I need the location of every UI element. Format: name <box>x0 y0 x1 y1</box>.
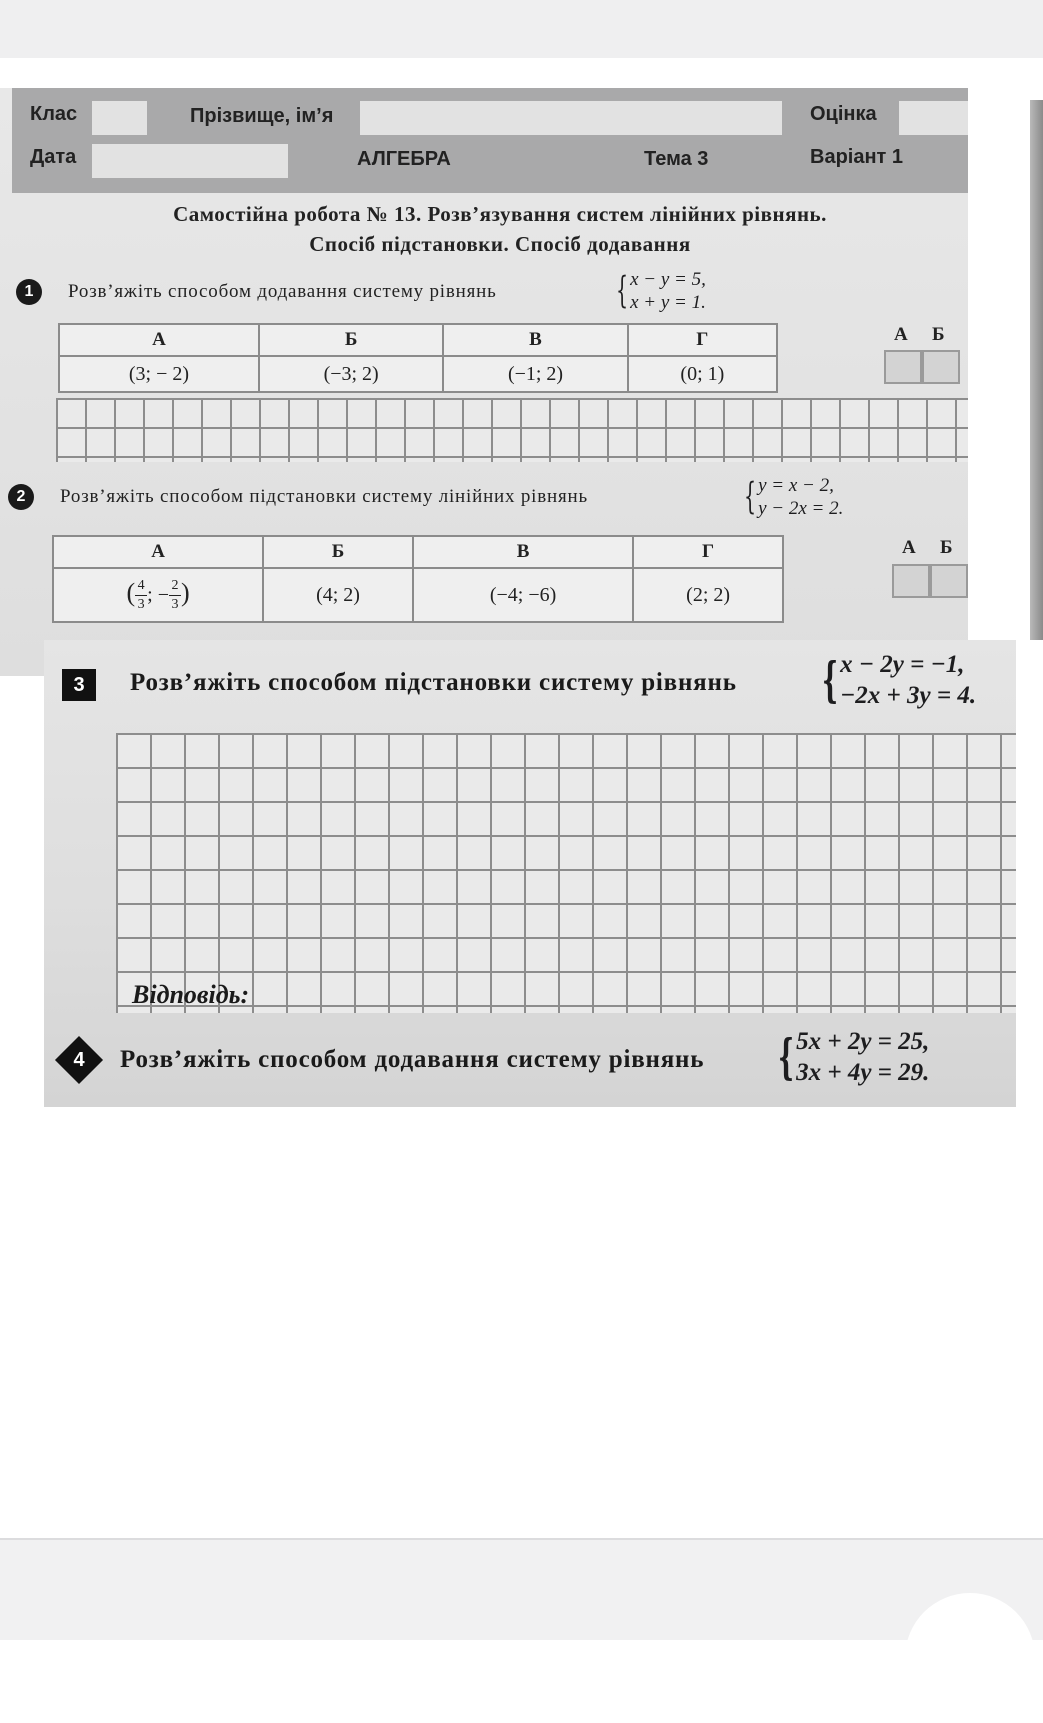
task-4-equation-1: 5x + 2y = 25, <box>796 1028 930 1055</box>
task-3-answer-label: Відповідь: <box>132 980 250 1009</box>
task-1-options-table <box>58 323 778 393</box>
worksheet-header <box>12 88 968 193</box>
option-letter: Б <box>259 324 443 356</box>
option-value-fraction: ( $\frac{4}{3}$ ; − $\frac{2}{3}$ ) <box>53 568 263 622</box>
option-value: (4; 2) <box>263 568 413 622</box>
brace-icon: { <box>616 270 629 313</box>
task-4-system <box>778 1027 929 1088</box>
task-3-number: 3 <box>62 669 96 701</box>
name-field[interactable] <box>360 101 782 135</box>
task-1-work-grid[interactable] <box>56 398 968 462</box>
subject-label: АЛГЕБРА <box>357 148 451 170</box>
option-letter: Г <box>628 324 777 356</box>
option-letter: А <box>53 536 263 568</box>
worksheet-title: Самостійна робота № 13. Розв’язування систем лінійних рівнянь. <box>173 202 827 226</box>
answer-letter: А <box>902 537 916 558</box>
task-1-system <box>616 268 706 314</box>
task-1-equation-1: x − y = 5, <box>630 269 706 290</box>
answer-box[interactable] <box>922 350 960 384</box>
answer-box[interactable] <box>884 350 922 384</box>
worksheet-photo-top <box>0 88 968 676</box>
brace-icon: { <box>778 1029 795 1086</box>
answer-box[interactable] <box>892 564 930 598</box>
option-letter: Б <box>263 536 413 568</box>
answer-letter: Б <box>940 537 953 558</box>
photo-edge <box>1030 100 1043 640</box>
task-2-equation-1: y = x − 2, <box>758 475 834 496</box>
floating-action-button[interactable] <box>905 1593 1035 1723</box>
topic-label: Тема 3 <box>644 148 709 170</box>
option-value: (−4; −6) <box>413 568 633 622</box>
option-letter: В <box>413 536 633 568</box>
option-value: (0; 1) <box>628 356 777 392</box>
task-3-work-grid[interactable] <box>116 733 1016 1013</box>
date-label: Дата <box>30 146 77 168</box>
option-letter: А <box>59 324 259 356</box>
answer-letter: Б <box>932 324 945 345</box>
class-field[interactable] <box>92 101 147 135</box>
option-letter: Г <box>633 536 783 568</box>
worksheet-photo-bottom <box>44 640 1016 1107</box>
option-value: (3; − 2) <box>59 356 259 392</box>
task-1-number: 1 <box>16 279 42 305</box>
class-label: Клас <box>30 103 78 125</box>
task-2-system <box>744 474 843 520</box>
bottom-bar <box>0 1538 1043 1640</box>
brace-icon: { <box>744 476 757 519</box>
option-value: (−3; 2) <box>259 356 443 392</box>
task-1-text: Розв’яжіть способом додавання систему рівнянь <box>68 281 497 302</box>
task-3-text: Розв’яжіть способом підстановки систему рівнянь <box>130 669 737 696</box>
variant-label: Варіант 1 <box>810 146 904 168</box>
task-1-equation-2: x + y = 1. <box>630 292 706 314</box>
task-3-equation-1: x − 2y = −1, <box>840 651 965 678</box>
task-2-options-table <box>52 535 784 623</box>
task-3-system <box>822 650 976 711</box>
option-value: (−1; 2) <box>443 356 627 392</box>
task-4-text: Розв’яжіть способом додавання систему рівнянь <box>120 1046 705 1073</box>
task-2-equation-2: y − 2x = 2. <box>758 498 844 520</box>
task-3-equation-2: −2x + 3y = 4. <box>840 681 977 709</box>
brace-icon: { <box>822 652 839 709</box>
grade-field[interactable] <box>899 101 968 135</box>
task-2-number: 2 <box>8 484 34 510</box>
worksheet-subtitle: Спосіб підстановки. Спосіб додавання <box>309 232 691 256</box>
task-2-text: Розв’яжіть способом підстановки систему лінійних рівнянь <box>60 486 588 507</box>
option-letter: В <box>443 324 627 356</box>
grade-label: Оцінка <box>810 103 877 125</box>
option-value: (2; 2) <box>633 568 783 622</box>
answer-letter: А <box>894 324 908 345</box>
date-field[interactable] <box>92 144 288 178</box>
task-4-equation-2: 3x + 4y = 29. <box>796 1058 930 1086</box>
answer-box[interactable] <box>930 564 968 598</box>
name-label: Прізвище, ім’я <box>190 105 334 127</box>
top-bar <box>0 0 1043 58</box>
task-4-number: 4 <box>73 1048 85 1071</box>
